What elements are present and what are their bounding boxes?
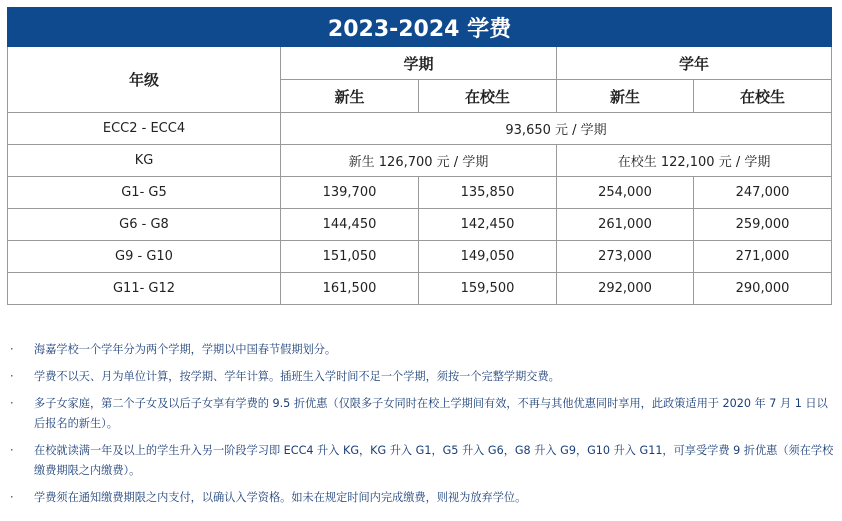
header-year: 学年 (557, 47, 832, 80)
note-item (10, 441, 835, 481)
fee-cell: 247,000 (694, 177, 832, 209)
fee-cell: 290,000 (694, 273, 832, 305)
fee-cell: 271,000 (694, 241, 832, 273)
table-row (8, 241, 832, 273)
note-item (10, 488, 835, 508)
grade-cell: ECC2 - ECC4 (8, 113, 281, 145)
fee-cell: 254,000 (557, 177, 694, 209)
bullet-icon: · (10, 491, 14, 504)
grade-cell: G1- G5 (8, 177, 281, 209)
fee-cell: 273,000 (557, 241, 694, 273)
bullet-icon: · (10, 370, 14, 383)
bullet-icon: · (10, 343, 14, 356)
note-item (10, 340, 835, 360)
header-year-new: 新生 (557, 80, 694, 113)
note-item (10, 367, 835, 387)
header-semester-current: 在校生 (419, 80, 557, 113)
table-row (8, 145, 832, 177)
header-semester-new: 新生 (281, 80, 419, 113)
notes-list (10, 340, 835, 515)
grade-cell: G9 - G10 (8, 241, 281, 273)
grade-cell: G6 - G8 (8, 209, 281, 241)
fee-cell: 159,500 (419, 273, 557, 305)
table-row (8, 113, 832, 145)
note-text: 学费须在通知缴费期限之内支付，以确认入学资格。如未在规定时间内完成缴费，则视为放弃学位。 (34, 491, 527, 504)
fee-cell: 142,450 (419, 209, 557, 241)
fee-cell: 161,500 (281, 273, 419, 305)
note-text: 多子女家庭，第二个子女及以后子女享有学费的 9.5 折优惠（仅限多子女同时在校上学期间有效，不再与其他优惠同时享用，此政策适用于 2020 年 7 月 1 日以后报名的新生）。 (34, 397, 828, 430)
table-row (8, 209, 832, 241)
fee-cell: 292,000 (557, 273, 694, 305)
fee-cell: 在校生 122,100 元 / 学期 (557, 145, 832, 177)
table-row (8, 273, 832, 305)
header-year-current: 在校生 (694, 80, 832, 113)
header-grade: 年级 (8, 47, 281, 113)
grade-cell: KG (8, 145, 281, 177)
fee-cell: 新生 126,700 元 / 学期 (281, 145, 557, 177)
grade-cell: G11- G12 (8, 273, 281, 305)
fee-cell: 135,850 (419, 177, 557, 209)
note-text: 海嘉学校一个学年分为两个学期，学期以中国春节假期划分。 (34, 343, 337, 356)
note-item (10, 394, 835, 434)
header-semester: 学期 (281, 47, 557, 80)
fee-cell: 261,000 (557, 209, 694, 241)
fee-cell: 149,050 (419, 241, 557, 273)
fee-cell: 144,450 (281, 209, 419, 241)
fee-cell: 139,700 (281, 177, 419, 209)
note-text: 学费不以天、月为单位计算，按学期、学年计算。插班生入学时间不足一个学期，须按一个完整学期交费。 (34, 370, 560, 383)
table-title: 2023-2024 学费 (8, 8, 832, 47)
fee-cell: 259,000 (694, 209, 832, 241)
table-row (8, 177, 832, 209)
bullet-icon: · (10, 444, 14, 457)
fee-cell: 151,050 (281, 241, 419, 273)
note-text: 在校就读满一年及以上的学生升入另一阶段学习即 ECC4 升入 KG，KG 升入 G1，G5 升入 G6，G8 升入 G9，G10 升入 G11，可享受学费 9 折优惠（须在学校缴费期限之内缴费）。 (34, 444, 834, 477)
bullet-icon: · (10, 397, 14, 410)
fee-cell: 93,650 元 / 学期 (281, 113, 832, 145)
tuition-table (7, 7, 832, 305)
